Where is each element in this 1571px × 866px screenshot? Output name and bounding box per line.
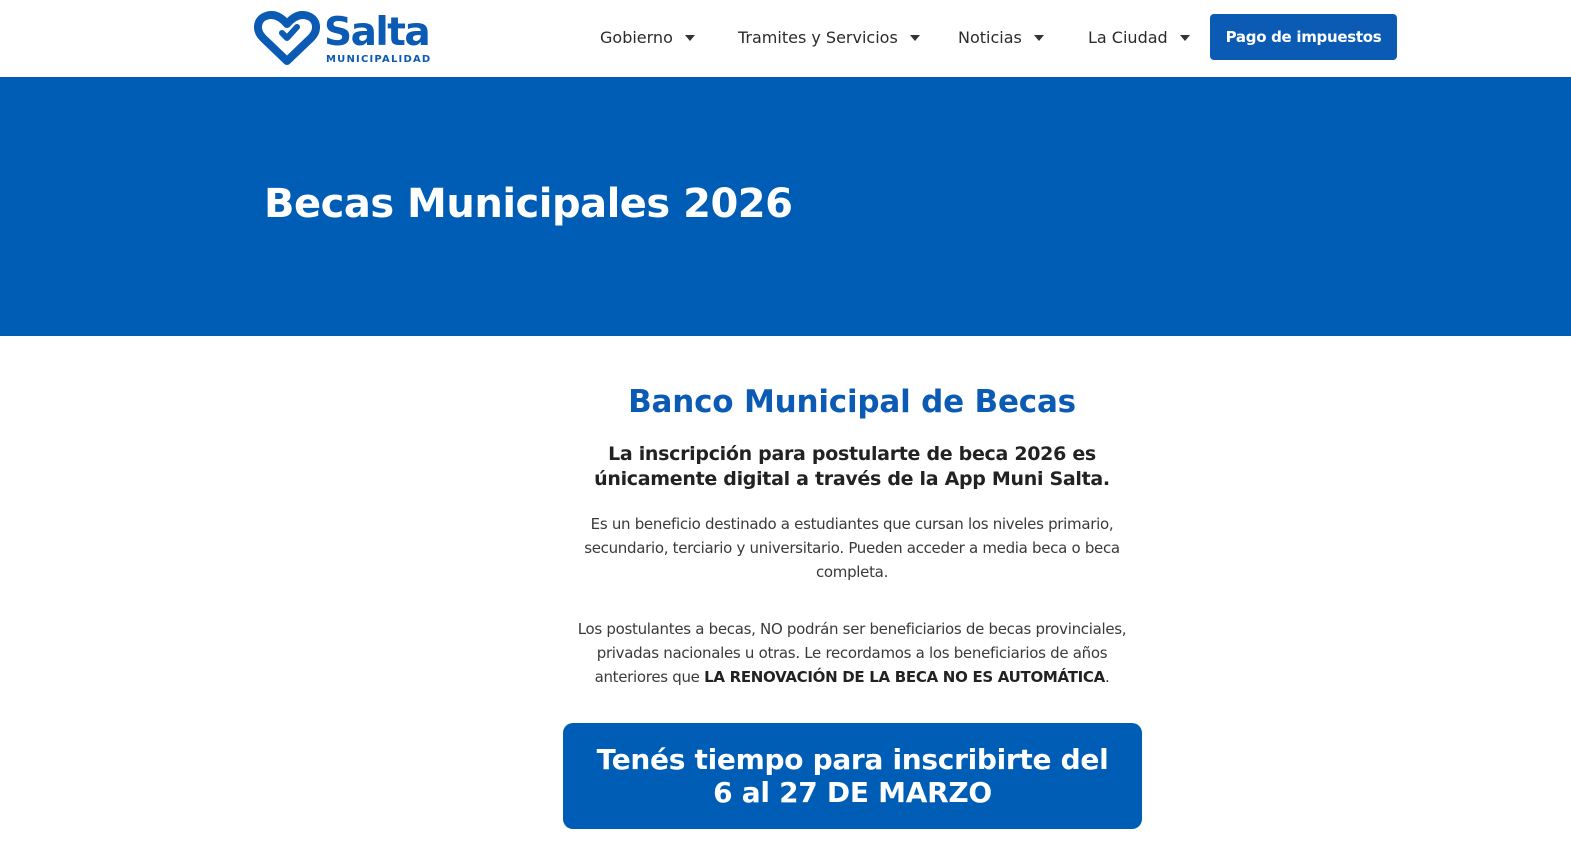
notice-text: Los postulantes a becas, NO podrán ser beneficiarios de becas provinciales, privadas nacionales u otras. Le recordamos a los beneficiarios de años anteriores que [577,620,1127,686]
chevron-down-icon [910,35,920,41]
logo-name: Salta [324,10,430,55]
notice-end: . [1104,668,1110,686]
nav-label: Gobierno [600,27,673,47]
nav-item-tramites[interactable] [738,14,920,60]
chevron-down-icon [1180,35,1190,41]
nav-item-la-ciudad[interactable] [1088,14,1190,60]
chevron-down-icon [1034,35,1044,41]
heart-logo-icon [254,11,320,67]
site-logo[interactable] [254,10,431,68]
description-paragraph: Es un beneficio destinado a estudiantes que cursan los niveles primario, secundario, terciario y universitario. Pueden acceder a media beca o beca completa. [584,515,1120,581]
nav-label: Noticias [958,27,1022,47]
nav-item-noticias[interactable] [958,14,1044,60]
lead-text: La inscripción para postularte de beca 2026 es únicamente digital a través de la App Muni Salta. [594,443,1110,490]
notice-emphasis: LA RENOVACIÓN DE LA BECA NO ES AUTOMÁTICA [704,668,1105,686]
banner-line-1: Tenés tiempo para inscribirte del [596,743,1109,776]
hero-banner [0,77,1571,336]
banner-line-2: 6 al 27 DE MARZO [713,776,992,809]
nav-label: La Ciudad [1088,27,1168,47]
nav-label: Tramites y Servicios [738,27,898,47]
pago-impuestos-button[interactable]: Pago de impuestos [1210,14,1397,60]
site-header [0,0,1571,77]
section-title: Banco Municipal de Becas [628,384,1076,420]
page-title: Becas Municipales 2026 [264,181,793,227]
chevron-down-icon [685,35,695,41]
logo-subtitle: MUNICIPALIDAD [326,54,432,65]
nav-item-gobierno[interactable] [600,14,695,60]
registration-dates-banner [563,723,1142,829]
notice-paragraph [560,617,1144,689]
logo-text [324,10,432,65]
